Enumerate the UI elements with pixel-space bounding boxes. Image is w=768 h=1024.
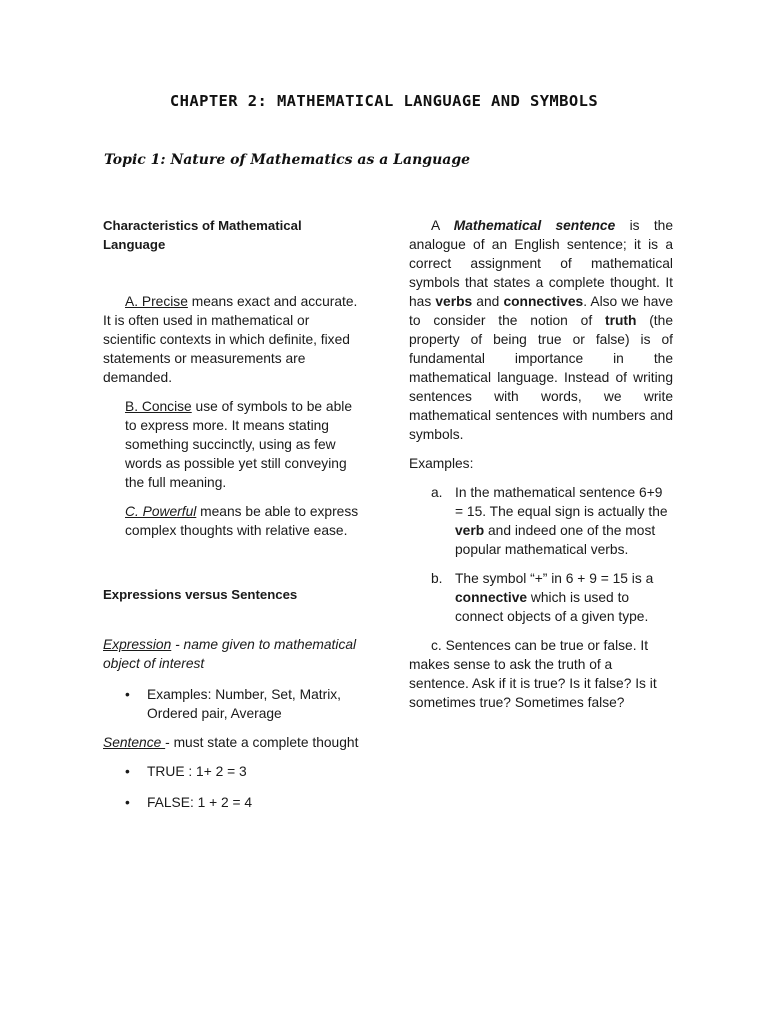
precise-text: means exact and accurate. It is often used in mathematical or scientific contexts in which definite, fixed statements or measurements are demanded. — [103, 294, 358, 385]
p1-text-and: and — [472, 294, 504, 309]
powerful-term: C. Powerful — [125, 504, 197, 519]
truth-term: truth — [604, 313, 637, 328]
left-column — [103, 216, 365, 812]
concise-paragraph — [125, 397, 365, 492]
concise-text: use of symbols to be able to express more. It means stating something succinctly, using as few words as possible yet still conveying the full meaning. — [125, 399, 353, 490]
verbs-term: verbs — [435, 294, 473, 309]
expression-examples-bullet — [125, 685, 365, 723]
powerful-text: means be able to express complex thoughts with relative ease. — [125, 504, 359, 538]
example-b-text-2: which is used to connect objects of a given type. — [455, 590, 649, 624]
sentence-paragraph — [103, 733, 365, 752]
bullet-icon: • — [125, 687, 130, 702]
expression-text: - name given to mathematical object of interest — [103, 637, 357, 671]
false-example-bullet — [125, 793, 365, 812]
example-item-c: c. Sentences can be true or false. It makes sense to ask the truth of a sentence. Ask if it is true? Is it false? Is it sometimes true? Sometimes false? — [409, 638, 657, 710]
mathematical-sentence-term: Mathematical sentence — [453, 218, 616, 233]
example-a-text — [455, 483, 673, 559]
powerful-paragraph — [125, 502, 365, 540]
chapter-title: CHAPTER 2: MATHEMATICAL LANGUAGE AND SYMBOLS — [169, 92, 599, 110]
example-a-text-1: In the mathematical sentence 6+9 = 15. The equal sign is actually the — [455, 485, 668, 519]
p1-text-c: . Also we have to consider the notion of — [409, 294, 673, 328]
true-example-bullet — [125, 762, 365, 781]
characteristics-heading: Characteristics of Mathematical Language — [103, 218, 302, 252]
expression-paragraph — [103, 635, 365, 673]
example-item-b — [431, 569, 673, 626]
connective-term: connective — [455, 590, 528, 605]
bullet-icon: • — [125, 795, 130, 810]
sentence-text: - must state a complete thought — [165, 735, 359, 750]
example-b-label: b. — [431, 571, 443, 586]
right-column — [409, 216, 673, 712]
sentence-term: Sentence — [103, 735, 166, 750]
verb-term: verb — [455, 523, 485, 538]
example-a-label: a. — [431, 485, 443, 500]
expression-examples-text: Examples: Number, Set, Matrix, Ordered pair, Average — [147, 687, 341, 721]
p1-text-b: is the analogue of an English sentence; it is a correct assignment of mathematical symbols that states a complete thought. It has — [409, 218, 674, 309]
concise-term: B. Concise — [125, 399, 192, 414]
mathematical-sentence-paragraph — [409, 216, 673, 444]
topic-heading: Topic 1: Nature of Mathematics as a Language — [104, 152, 471, 168]
example-a-text-2: and indeed one of the most popular mathematical verbs. — [455, 523, 656, 557]
example-b-text-1: The symbol “+” in 6 + 9 = 15 is a — [455, 571, 654, 586]
expressions-heading: Expressions versus Sentences — [103, 587, 298, 602]
bullet-icon: • — [125, 764, 130, 779]
precise-term: A. Precise — [125, 294, 188, 309]
example-item-a — [431, 483, 673, 559]
precise-paragraph — [103, 292, 365, 387]
true-example-text: TRUE : 1+ 2 = 3 — [147, 764, 247, 779]
p1-text-a: A — [431, 218, 454, 233]
false-example-text: FALSE: 1 + 2 = 4 — [147, 795, 253, 810]
connectives-term: connectives — [503, 294, 584, 309]
expression-term: Expression — [103, 637, 172, 652]
p1-text-d: (the property of being true or false) is of fundamental importance in the mathematical language. Instead of writing sentences with words, we write mathematical sentences with numbers and symbols. — [409, 313, 673, 442]
examples-label: Examples: — [409, 456, 474, 471]
example-b-text — [455, 569, 673, 626]
